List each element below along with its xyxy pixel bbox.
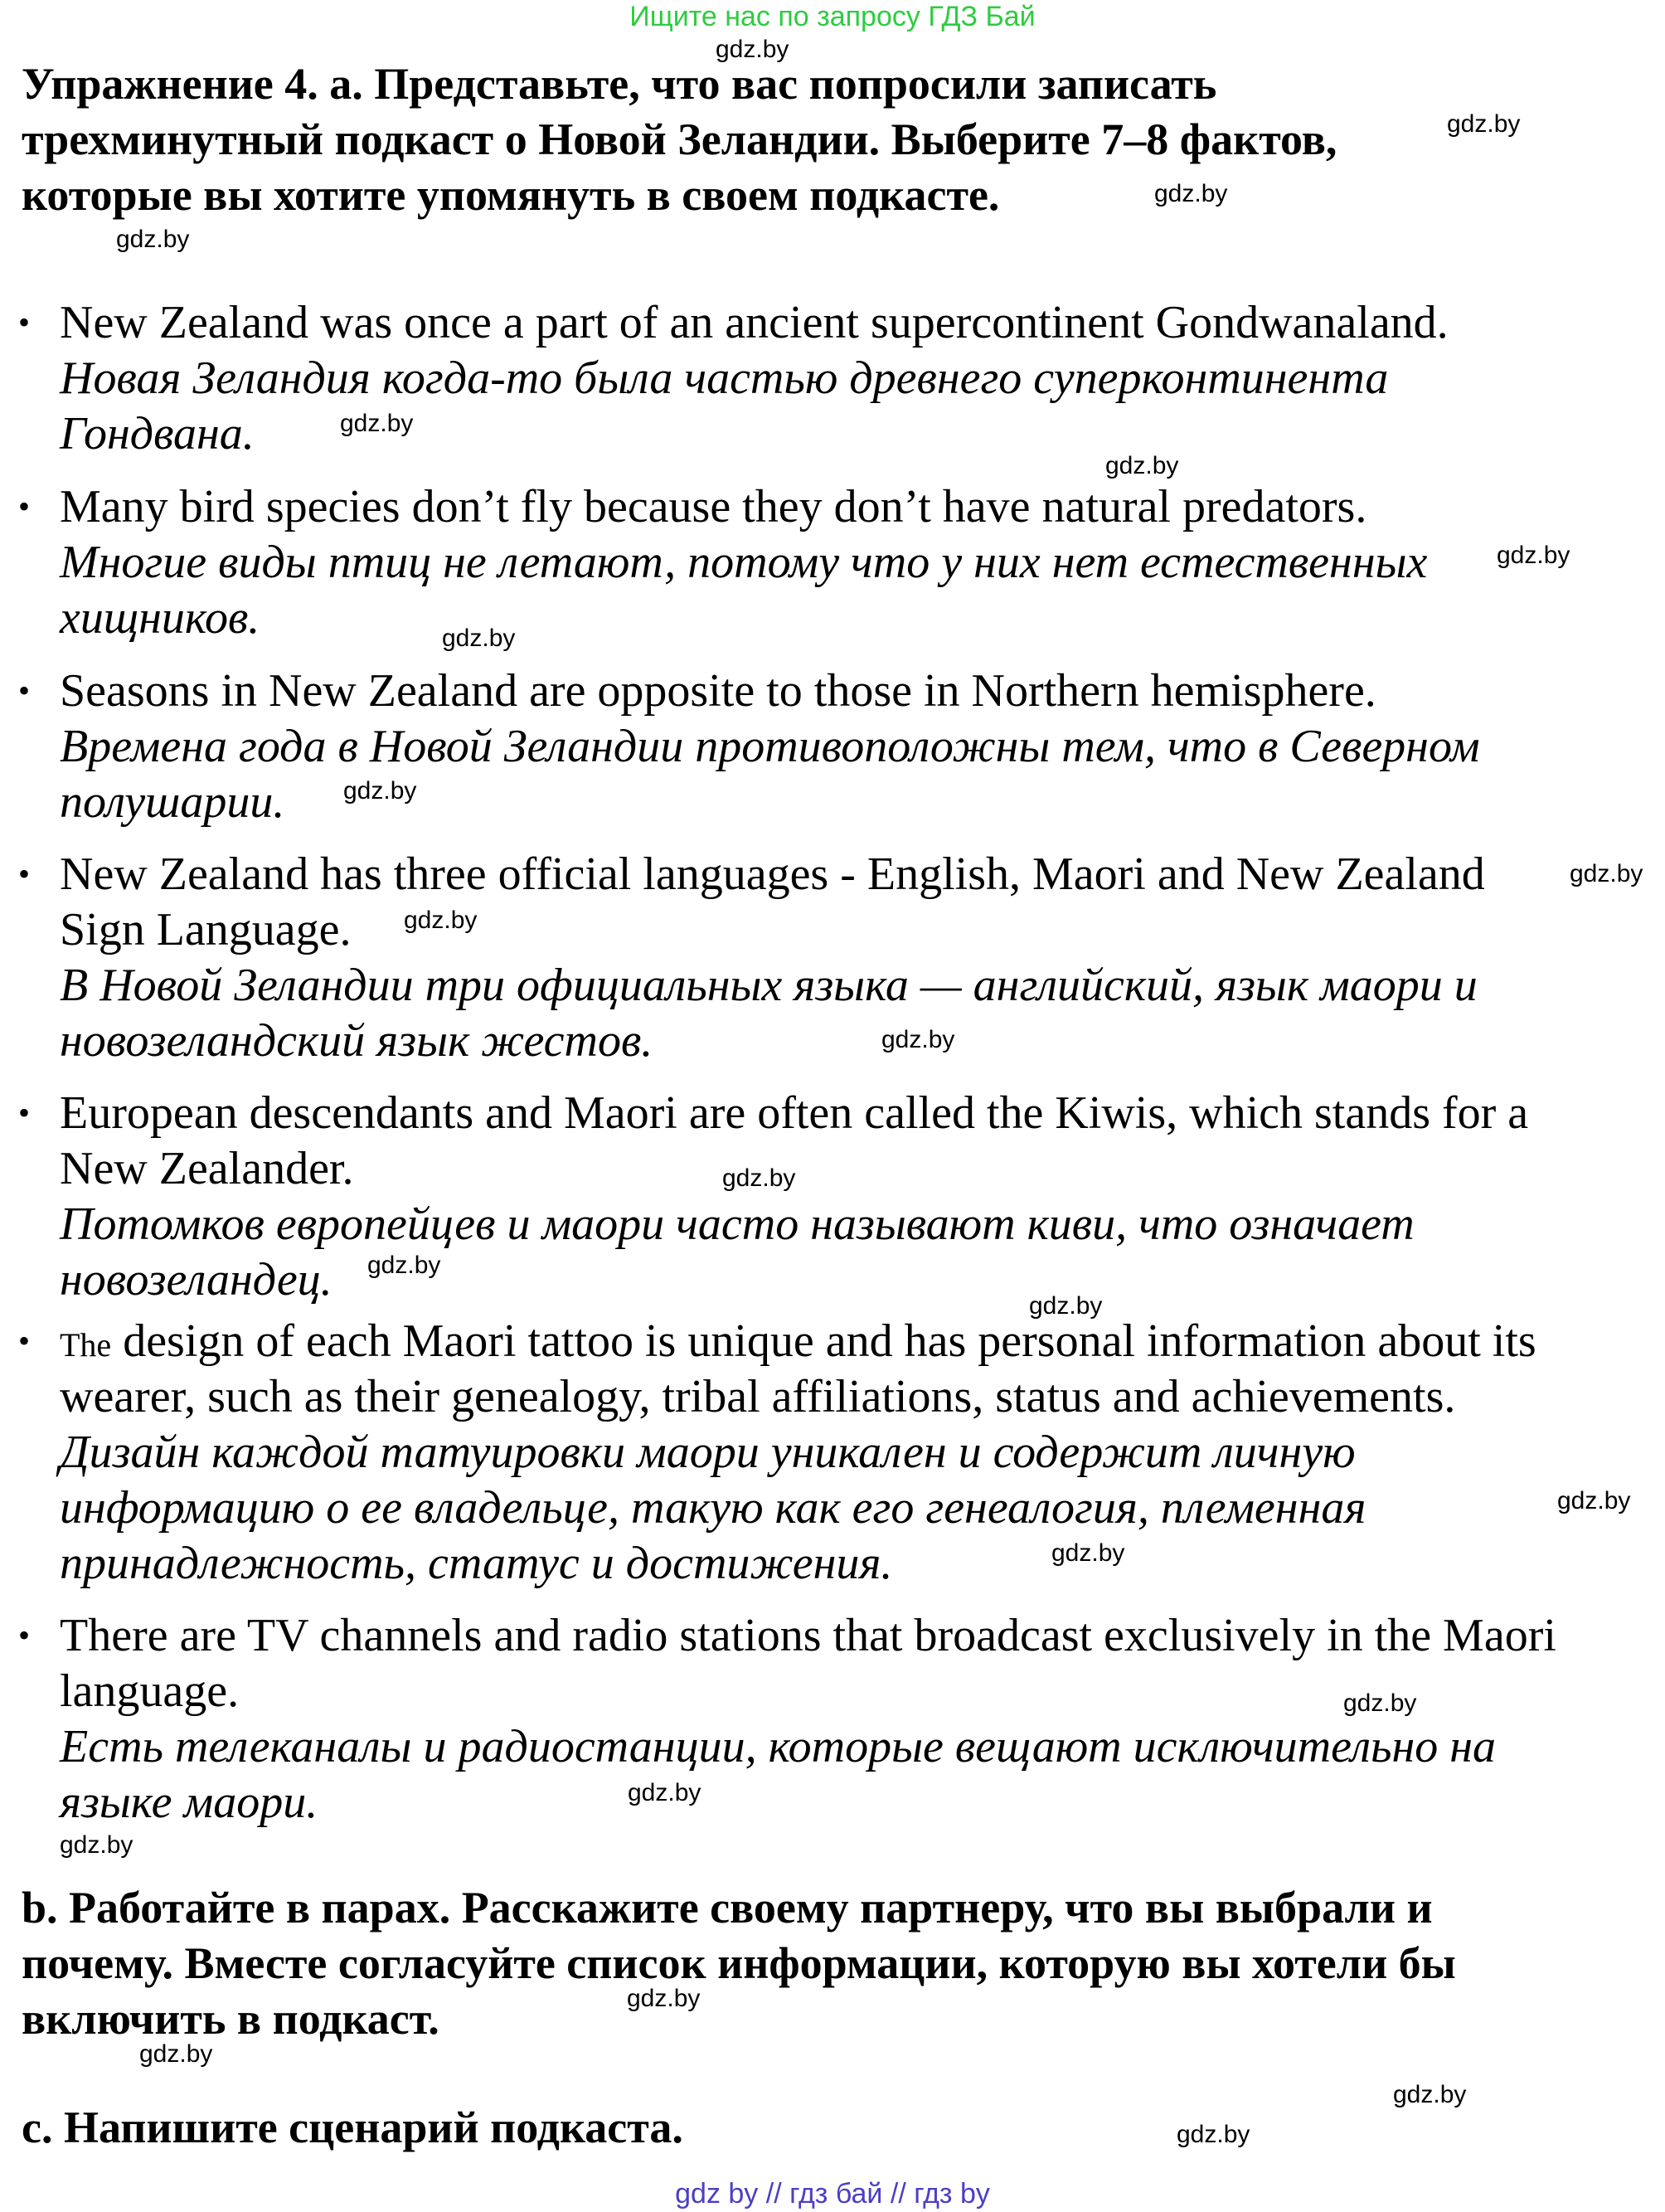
part-c-heading: c. Напишите сценарий подкаста.	[22, 2103, 683, 2152]
fact-7-english-line-2: language.	[60, 1665, 240, 1717]
watermark: gdz.by	[343, 777, 417, 805]
footer-links[interactable]: gdz by // гдз бай // гдз by	[675, 2178, 990, 2210]
fact-4-english-line-2: Sign Language.	[60, 904, 352, 955]
watermark: gdz.by	[716, 36, 789, 63]
fact-4-english-line-1: New Zealand has three official languages - English, Maori and New Zealand	[60, 848, 1485, 900]
watermark: gdz.by	[60, 1831, 133, 1859]
fact-6-russian-line-3: принадлежность, статус и достижения.	[60, 1538, 893, 1589]
bullet-marker: •	[18, 488, 31, 525]
fact-4-russian-line-2: новозеландский язык жестов.	[60, 1015, 653, 1067]
bullet-marker: •	[18, 1094, 31, 1131]
bullet-marker: •	[18, 1322, 31, 1359]
fact-6-english-line-2: wearer, such as their genealogy, tribal affiliations, status and achievements.	[60, 1371, 1456, 1422]
fact-7-russian-line-1: Есть телеканалы и радиостанции, которые вещают исключительно на	[60, 1721, 1497, 1772]
watermark: gdz.by	[1557, 1487, 1631, 1514]
bullet-marker: •	[18, 304, 31, 341]
watermark: gdz.by	[442, 625, 516, 652]
bullet-marker: •	[18, 855, 31, 892]
fact-6-russian-line-1: Дизайн каждой татуировки маори уникален и содержит личную	[60, 1427, 1356, 1478]
fact-6-english-line-1	[60, 1314, 1635, 1373]
search-banner[interactable]: Ищите нас по запросу ГДЗ Бай	[629, 1, 1036, 32]
watermark: gdz.by	[1343, 1689, 1417, 1717]
exercise-heading-line-1: Упражнение 4. а. Представьте, что вас попросили записать	[22, 59, 1217, 109]
fact-1-russian-line-2: Гондвана.	[60, 408, 255, 459]
watermark: gdz.by	[1105, 452, 1179, 479]
fact-3-russian-line-1: Времена года в Новой Зеландии противоположны тем, что в Северном	[60, 721, 1480, 772]
part-b-line-2: почему. Вместе согласуйте список информации, которую вы хотели бы	[22, 1938, 1456, 1988]
fact-5-english-line-1: European descendants and Maori are often called the Kiwis, which stands for a	[60, 1087, 1529, 1139]
watermark: gdz.by	[1497, 542, 1570, 569]
watermark: gdz.by	[1393, 2081, 1467, 2108]
watermark: gdz.by	[139, 2040, 213, 2068]
watermark: gdz.by	[1029, 1292, 1103, 1320]
watermark: gdz.by	[881, 1026, 955, 1053]
fact-2-english: Many bird species don’t fly because they don’t have natural predators.	[60, 481, 1367, 532]
fact-7-russian-line-2: языке маори.	[60, 1777, 318, 1828]
fact-3-english: Seasons in New Zealand are opposite to those in Northern hemisphere.	[60, 665, 1376, 717]
fact-6-russian-line-2: информацию о ее владельце, такую как его генеалогия, племенная	[60, 1482, 1366, 1534]
fact-5-russian-line-1: Потомков европейцев и маори часто называют киви, что означает	[60, 1198, 1415, 1250]
fact-4-russian-line-1: В Новой Зеландии три официальных языка — английский, язык маори и	[60, 960, 1478, 1011]
watermark: gdz.by	[116, 226, 190, 253]
bullet-marker: •	[18, 672, 31, 709]
fact-7-english-line-1: There are TV channels and radio stations that broadcast exclusively in the Maori	[60, 1610, 1556, 1661]
watermark: gdz.by	[722, 1164, 796, 1192]
watermark: gdz.by	[367, 1252, 441, 1279]
fact-1-russian-line-1: Новая Зеландия когда-то была частью древнего суперконтинента	[60, 352, 1389, 404]
part-b-line-1: b. Работайте в парах. Расскажите своему партнеру, что вы выбрали и	[22, 1883, 1433, 1932]
watermark: gdz.by	[1177, 2121, 1250, 2148]
fact-1-english: New Zealand was once a part of an ancient supercontinent Gondwanaland.	[60, 297, 1449, 348]
watermark: gdz.by	[1570, 860, 1643, 887]
watermark: gdz.by	[1447, 110, 1521, 138]
fact-3-russian-line-2: полушарии.	[60, 776, 285, 828]
fact-5-russian-line-2: новозеландец.	[60, 1254, 333, 1305]
fact-6-english-prefix: The	[60, 1326, 112, 1364]
watermark: gdz.by	[1051, 1539, 1125, 1567]
watermark: gdz.by	[628, 1779, 701, 1806]
fact-2-russian-line-1: Многие виды птиц не летают, потому что у них нет естественных	[60, 537, 1428, 588]
fact-6-english-rest: design of each Maori tattoo is unique and has personal information about its	[111, 1315, 1536, 1367]
watermark: gdz.by	[404, 907, 478, 934]
exercise-heading-line-2: трехминутный подкаст о Новой Зеландии. Выберите 7–8 фактов,	[22, 114, 1337, 164]
watermark: gdz.by	[627, 1985, 701, 2012]
exercise-heading-line-3: которые вы хотите упомянуть в своем подкасте.	[22, 170, 1000, 220]
fact-5-english-line-2: New Zealander.	[60, 1143, 354, 1194]
watermark: gdz.by	[340, 410, 414, 437]
bullet-marker: •	[18, 1616, 31, 1654]
fact-2-russian-line-2: хищников.	[60, 592, 260, 644]
watermark: gdz.by	[1154, 180, 1228, 207]
part-b-line-3: включить в подкаст.	[22, 1994, 439, 2044]
